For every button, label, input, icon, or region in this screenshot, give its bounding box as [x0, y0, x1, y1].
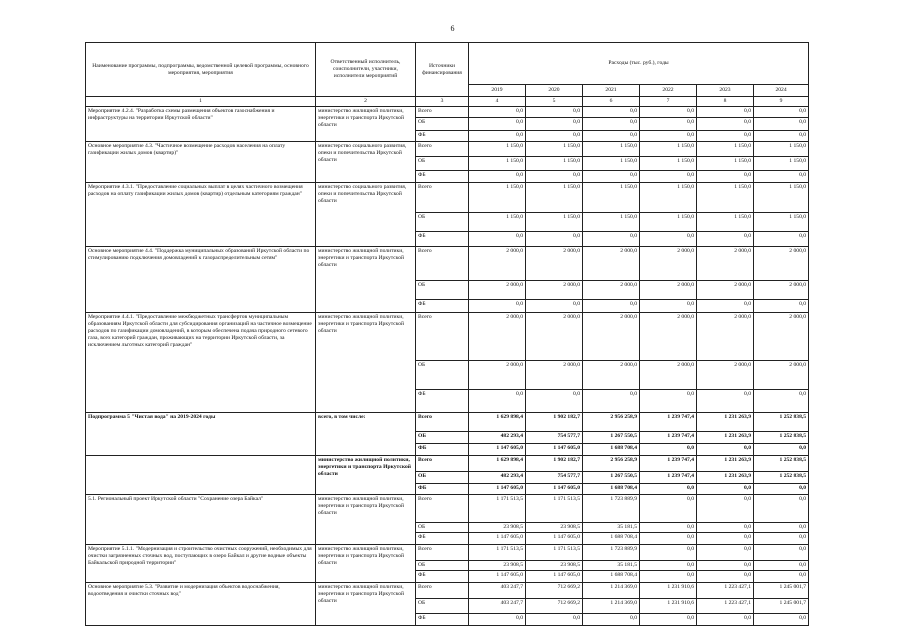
expense-value-cell: 2 000,0 — [469, 246, 526, 280]
expense-value-cell: 1 688 708,4 — [583, 483, 640, 494]
expense-value-cell: 1 688 708,4 — [583, 532, 640, 544]
expense-value-cell: 0,0 — [469, 389, 526, 412]
expense-value-cell: 0,0 — [754, 494, 809, 522]
expense-value-cell: 1 150,0 — [583, 212, 640, 231]
program-name-cell: Подпрограмма 5 "Чистая вода" на 2019-2024 годы — [86, 412, 316, 455]
expense-value-cell: 1 231 263,9 — [697, 455, 754, 471]
expense-value-cell: 1 629 898,4 — [469, 455, 526, 471]
expense-value-cell: 0,0 — [697, 494, 754, 522]
expense-value-cell: 1 150,0 — [697, 182, 754, 212]
funding-source-cell: ОБ — [416, 212, 469, 231]
expense-value-cell: 403 247,7 — [469, 598, 526, 613]
expense-value-cell: 0,0 — [526, 106, 583, 117]
expense-value-cell: 1 171 513,5 — [469, 544, 526, 560]
column-number: 2 — [316, 97, 416, 107]
funding-source-cell: ОБ — [416, 431, 469, 443]
expense-value-cell: 0,0 — [697, 560, 754, 570]
header-program: Наименование программы, подпрограммы, ведомственной целевой программы, основного мероприятия, мероприятия — [86, 43, 316, 97]
expense-value-cell: 0,0 — [754, 231, 809, 246]
expense-value-cell: 1 150,0 — [526, 156, 583, 170]
expense-value-cell: 35 181,5 — [583, 522, 640, 532]
expense-value-cell: 0,0 — [640, 532, 697, 544]
expense-value-cell: 0,0 — [526, 299, 583, 312]
expense-value-cell: 1 150,0 — [526, 182, 583, 212]
expense-value-cell: 0,0 — [754, 522, 809, 532]
expense-value-cell: 482 293,4 — [469, 471, 526, 483]
program-name-cell: Мероприятие 5.1.1. "Модернизация и строительство очистных сооружений, необходимых для очистки загрязненных сточных вод, поступающих в озеро Байкал и другие водные объекты Байкальской природной территории" — [86, 544, 316, 582]
expense-value-cell: 0,0 — [697, 570, 754, 582]
expense-value-cell: 23 908,5 — [526, 560, 583, 570]
expense-value-cell: 0,0 — [697, 443, 754, 455]
expense-value-cell: 1 147 605,0 — [469, 443, 526, 455]
expense-value-cell: 0,0 — [754, 106, 809, 117]
funding-source-cell: Всего — [416, 582, 469, 598]
funding-source-cell: ФБ — [416, 532, 469, 544]
column-number: 6 — [583, 97, 640, 107]
expense-value-cell: 2 000,0 — [583, 360, 640, 389]
program-name-cell: Мероприятие 4.2.4. "Разработка схемы размещения объектов газоснабжения и инфраструктуры на территории Иркутской области" — [86, 106, 316, 141]
expense-value-cell: 2 000,0 — [697, 280, 754, 299]
expense-value-cell: 1 245 001,7 — [754, 598, 809, 613]
expense-value-cell: 712 669,2 — [526, 582, 583, 598]
funding-source-cell: Всего — [416, 246, 469, 280]
funding-source-cell: ФБ — [416, 299, 469, 312]
header-year: 2024 — [754, 85, 809, 97]
expense-value-cell: 0,0 — [469, 117, 526, 130]
expense-value-cell: 1 171 513,5 — [526, 544, 583, 560]
expense-value-cell: 0,0 — [754, 117, 809, 130]
expense-value-cell: 2 000,0 — [583, 312, 640, 360]
expense-value-cell: 0,0 — [640, 570, 697, 582]
expense-value-cell: 1 150,0 — [583, 156, 640, 170]
expense-value-cell: 0,0 — [469, 170, 526, 182]
expense-value-cell: 1 629 898,4 — [469, 412, 526, 431]
expense-value-cell: 1 150,0 — [640, 182, 697, 212]
expense-value-cell: 1 150,0 — [640, 156, 697, 170]
expense-value-cell: 1 267 550,5 — [583, 471, 640, 483]
expense-value-cell: 2 000,0 — [640, 280, 697, 299]
expense-value-cell: 1 150,0 — [469, 182, 526, 212]
column-number: 5 — [526, 97, 583, 107]
header-year: 2019 — [469, 85, 526, 97]
header-year: 2022 — [640, 85, 697, 97]
expense-value-cell: 0,0 — [697, 613, 754, 625]
expense-value-cell: 2 000,0 — [526, 246, 583, 280]
program-name-cell: Основное мероприятие 4.3. "Частичное возмещение расходов населения на оплату газификации жилых домов (квартир)" — [86, 141, 316, 182]
expense-value-cell: 0,0 — [697, 544, 754, 560]
expense-value-cell: 0,0 — [469, 613, 526, 625]
header-sources: Источники финансирования — [416, 43, 469, 97]
expense-value-cell: 1 239 747,4 — [640, 431, 697, 443]
column-number: 1 — [86, 97, 316, 107]
expense-value-cell: 2 000,0 — [754, 360, 809, 389]
expense-value-cell: 1 150,0 — [583, 182, 640, 212]
expense-value-cell: 1 231 263,9 — [697, 471, 754, 483]
expense-value-cell: 23 908,5 — [526, 522, 583, 532]
executor-cell: министерство жилищной политики, энергетики и транспорта Иркутской области — [316, 455, 416, 494]
expense-value-cell: 0,0 — [526, 130, 583, 141]
executor-cell: министерство жилищной политики, энергетики и транспорта Иркутской области — [316, 544, 416, 582]
expense-value-cell: 0,0 — [640, 130, 697, 141]
expense-value-cell: 0,0 — [754, 544, 809, 560]
table-row — [86, 544, 809, 560]
expense-value-cell: 1 214 369,0 — [583, 582, 640, 598]
executor-cell: министерство жилищной политики, энергетики и транспорта Иркутской области — [316, 246, 416, 312]
funding-source-cell: ФБ — [416, 613, 469, 625]
column-number: 3 — [416, 97, 469, 107]
executor-cell: министерство социального развития, опеки и попечительства Иркутской области — [316, 141, 416, 182]
funding-source-cell: Всего — [416, 312, 469, 360]
executor-cell: министерство жилищной политики, энергетики и транспорта Иркутской области — [316, 494, 416, 544]
executor-cell: министерство жилищной политики, энергетики и транспорта Иркутской области — [316, 106, 416, 141]
expense-value-cell: 0,0 — [754, 483, 809, 494]
program-name-cell — [86, 455, 316, 494]
expense-value-cell: 1 171 513,5 — [469, 494, 526, 522]
expense-value-cell: 0,0 — [583, 117, 640, 130]
expense-value-cell: 482 293,4 — [469, 431, 526, 443]
column-number: 4 — [469, 97, 526, 107]
funding-source-cell: ОБ — [416, 522, 469, 532]
funding-source-cell: ФБ — [416, 483, 469, 494]
expense-value-cell: 1 214 369,0 — [583, 598, 640, 613]
expense-value-cell: 0,0 — [754, 170, 809, 182]
funding-source-cell: ФБ — [416, 570, 469, 582]
expense-value-cell: 0,0 — [526, 613, 583, 625]
expense-value-cell: 1 252 838,5 — [754, 431, 809, 443]
expense-value-cell: 0,0 — [640, 299, 697, 312]
funding-source-cell: ОБ — [416, 560, 469, 570]
expense-value-cell: 1 147 605,0 — [469, 532, 526, 544]
expense-value-cell: 0,0 — [583, 299, 640, 312]
expense-value-cell: 0,0 — [469, 130, 526, 141]
funding-source-cell: ОБ — [416, 117, 469, 130]
funding-source-cell: ОБ — [416, 156, 469, 170]
table-row — [86, 246, 809, 280]
executor-cell: министерство жилищной политики, энергетики и транспорта Иркутской области — [316, 312, 416, 412]
expense-value-cell: 2 000,0 — [640, 246, 697, 280]
expense-value-cell: 23 908,5 — [469, 560, 526, 570]
expense-value-cell: 0,0 — [754, 613, 809, 625]
expense-value-cell: 2 000,0 — [583, 280, 640, 299]
expense-value-cell: 1 223 427,1 — [697, 598, 754, 613]
program-name-cell: Основное мероприятие 5.3. "Развитие и модернизация объектов водоснабжения, водоотведения и очистки сточных вод" — [86, 582, 316, 625]
expense-value-cell: 0,0 — [469, 106, 526, 117]
expense-value-cell: 0,0 — [754, 532, 809, 544]
expense-value-cell: 2 000,0 — [583, 246, 640, 280]
expense-value-cell: 2 000,0 — [754, 246, 809, 280]
expense-value-cell: 0,0 — [640, 494, 697, 522]
expense-value-cell: 2 000,0 — [697, 360, 754, 389]
expense-value-cell: 0,0 — [697, 106, 754, 117]
expense-value-cell: 0,0 — [583, 106, 640, 117]
expense-value-cell: 1 252 838,5 — [754, 412, 809, 431]
expense-value-cell: 2 956 258,9 — [583, 412, 640, 431]
expense-value-cell: 1 231 910,6 — [640, 582, 697, 598]
expense-value-cell: 1 147 605,0 — [469, 483, 526, 494]
funding-source-cell: Всего — [416, 544, 469, 560]
expense-value-cell: 0,0 — [640, 170, 697, 182]
expense-value-cell: 1 267 550,5 — [583, 431, 640, 443]
expense-value-cell: 1 150,0 — [697, 141, 754, 156]
expense-value-cell: 2 000,0 — [469, 280, 526, 299]
expense-value-cell: 0,0 — [754, 570, 809, 582]
expense-value-cell: 0,0 — [640, 443, 697, 455]
program-name-cell: 5.1. Региональный проект Иркутской области "Сохранение озера Байкал" — [86, 494, 316, 544]
column-number: 7 — [640, 97, 697, 107]
page-number: 6 — [450, 24, 455, 33]
expense-value-cell: 0,0 — [697, 532, 754, 544]
expense-value-cell: 0,0 — [583, 613, 640, 625]
expense-value-cell: 1 231 263,9 — [697, 412, 754, 431]
funding-source-cell: Всего — [416, 106, 469, 117]
expense-value-cell: 1 688 708,4 — [583, 443, 640, 455]
expense-value-cell: 1 688 708,4 — [583, 570, 640, 582]
expense-value-cell: 0,0 — [583, 130, 640, 141]
expense-value-cell: 0,0 — [697, 483, 754, 494]
funding-source-cell: ОБ — [416, 471, 469, 483]
expense-value-cell: 1 147 605,0 — [526, 443, 583, 455]
header-year: 2020 — [526, 85, 583, 97]
expense-value-cell: 1 223 427,1 — [697, 582, 754, 598]
header-executor: Ответственный исполнитель, соисполнители, участники, исполнители мероприятий — [316, 43, 416, 97]
executor-cell: всего, в том числе: — [316, 412, 416, 455]
expense-value-cell: 1 147 605,0 — [526, 483, 583, 494]
expense-value-cell: 1 239 747,4 — [640, 471, 697, 483]
table-body — [86, 106, 809, 625]
expense-value-cell: 712 669,2 — [526, 598, 583, 613]
expense-value-cell: 0,0 — [640, 117, 697, 130]
expense-value-cell: 2 000,0 — [754, 280, 809, 299]
funding-source-cell: ФБ — [416, 231, 469, 246]
expense-value-cell: 0,0 — [526, 231, 583, 246]
expense-value-cell: 0,0 — [469, 299, 526, 312]
expense-value-cell: 0,0 — [640, 106, 697, 117]
expense-value-cell: 1 150,0 — [526, 141, 583, 156]
table-row — [86, 106, 809, 117]
header-year: 2023 — [697, 85, 754, 97]
expense-value-cell: 1 150,0 — [469, 212, 526, 231]
expense-value-cell: 1 147 605,0 — [526, 570, 583, 582]
expense-value-cell: 0,0 — [640, 522, 697, 532]
expense-value-cell: 1 245 001,7 — [754, 582, 809, 598]
header-year: 2021 — [583, 85, 640, 97]
expense-value-cell: 1 150,0 — [754, 141, 809, 156]
expense-value-cell: 0,0 — [697, 117, 754, 130]
funding-source-cell: ОБ — [416, 280, 469, 299]
funding-source-cell: Всего — [416, 182, 469, 212]
funding-source-cell: Всего — [416, 141, 469, 156]
expense-value-cell: 0,0 — [469, 231, 526, 246]
header-expenses: Расходы (тыс. руб.), годы — [469, 43, 809, 85]
table-row — [86, 455, 809, 471]
expense-value-cell: 1 150,0 — [640, 141, 697, 156]
program-name-cell: Основное мероприятие 4.4. "Поддержка муниципальных образований Иркутской области по стимулированию подключения домовладений к газораспределительным сетям" — [86, 246, 316, 312]
program-name-cell: Мероприятие 4.3.1. "Предоставление социальных выплат в целях частичного возмещения расходов на оплату газификации жилых домов (квартир) отдельным категориям граждан" — [86, 182, 316, 246]
expense-value-cell: 0,0 — [754, 560, 809, 570]
funding-source-cell: ФБ — [416, 170, 469, 182]
expense-value-cell: 0,0 — [526, 389, 583, 412]
expense-value-cell: 0,0 — [697, 130, 754, 141]
expense-value-cell: 2 000,0 — [640, 312, 697, 360]
funding-source-cell: Всего — [416, 455, 469, 471]
expense-value-cell: 1 150,0 — [754, 156, 809, 170]
expense-value-cell: 0,0 — [583, 389, 640, 412]
funding-source-cell: ОБ — [416, 598, 469, 613]
expense-value-cell: 0,0 — [583, 170, 640, 182]
expense-value-cell: 2 956 258,9 — [583, 455, 640, 471]
expense-value-cell: 2 000,0 — [526, 280, 583, 299]
expense-value-cell: 0,0 — [526, 170, 583, 182]
expense-value-cell: 2 000,0 — [469, 360, 526, 389]
expense-value-cell: 0,0 — [754, 443, 809, 455]
expense-value-cell: 0,0 — [640, 483, 697, 494]
expense-value-cell: 0,0 — [697, 299, 754, 312]
expense-value-cell: 1 150,0 — [469, 156, 526, 170]
program-name-cell: Мероприятие 4.4.1. "Предоставление межбюджетных трансфертов муниципальным образованиям Иркутской области для субсидирования организаций на частичное возмещение расходов по газификации домовладений, в которым обеспечена подача природного сетевого газа, всех категорий граждан, проживающих на территории Иркутской области, за исключением льготных категорий граждан" — [86, 312, 316, 412]
expense-value-cell: 0,0 — [754, 389, 809, 412]
expense-value-cell: 35 181,5 — [583, 560, 640, 570]
table-row — [86, 312, 809, 360]
expense-value-cell: 403 247,7 — [469, 582, 526, 598]
expense-value-cell: 0,0 — [526, 117, 583, 130]
expense-value-cell: 1 239 747,4 — [640, 455, 697, 471]
expense-value-cell: 1 147 605,0 — [469, 570, 526, 582]
table-row — [86, 494, 809, 522]
expense-value-cell: 0,0 — [697, 170, 754, 182]
expense-value-cell: 0,0 — [697, 389, 754, 412]
column-number: 9 — [754, 97, 809, 107]
expense-value-cell: 2 000,0 — [526, 312, 583, 360]
expense-value-cell: 1 147 605,0 — [526, 532, 583, 544]
budget-table — [85, 42, 809, 626]
expense-value-cell: 2 000,0 — [640, 360, 697, 389]
expense-value-cell: 2 000,0 — [469, 312, 526, 360]
column-number: 8 — [697, 97, 754, 107]
expense-value-cell: 1 150,0 — [697, 156, 754, 170]
expense-value-cell: 2 000,0 — [754, 312, 809, 360]
expense-value-cell: 754 577,7 — [526, 471, 583, 483]
executor-cell: министерство социального развития, опеки и попечительства Иркутской области — [316, 182, 416, 246]
table-row — [86, 182, 809, 212]
expense-value-cell: 0,0 — [754, 130, 809, 141]
expense-value-cell: 0,0 — [640, 544, 697, 560]
expense-value-cell: 1 902 182,7 — [526, 455, 583, 471]
executor-cell: министерство жилищной политики, энергетики и транспорта Иркутской области — [316, 582, 416, 625]
expense-value-cell: 1 902 182,7 — [526, 412, 583, 431]
expense-value-cell: 0,0 — [697, 231, 754, 246]
funding-source-cell: Всего — [416, 494, 469, 522]
funding-source-cell: Всего — [416, 412, 469, 431]
expense-value-cell: 1 150,0 — [469, 141, 526, 156]
table-row — [86, 412, 809, 431]
expense-value-cell: 0,0 — [640, 231, 697, 246]
expense-value-cell: 1 150,0 — [754, 212, 809, 231]
expense-value-cell: 0,0 — [640, 613, 697, 625]
expense-value-cell: 23 908,5 — [469, 522, 526, 532]
expense-value-cell: 1 723 889,9 — [583, 494, 640, 522]
expense-value-cell: 1 252 838,5 — [754, 471, 809, 483]
expense-value-cell: 0,0 — [640, 560, 697, 570]
funding-source-cell: ФБ — [416, 443, 469, 455]
expense-value-cell: 1 150,0 — [583, 141, 640, 156]
expense-value-cell: 0,0 — [640, 389, 697, 412]
expense-value-cell: 1 150,0 — [526, 212, 583, 231]
table-row — [86, 141, 809, 156]
expense-value-cell: 1 150,0 — [697, 212, 754, 231]
expense-value-cell: 0,0 — [583, 231, 640, 246]
funding-source-cell: ФБ — [416, 389, 469, 412]
expense-value-cell: 1 723 889,9 — [583, 544, 640, 560]
expense-value-cell: 754 577,7 — [526, 431, 583, 443]
expense-value-cell: 2 000,0 — [697, 312, 754, 360]
expense-value-cell: 2 000,0 — [697, 246, 754, 280]
expense-value-cell: 1 231 910,6 — [640, 598, 697, 613]
expense-value-cell: 0,0 — [754, 299, 809, 312]
expense-value-cell: 1 231 263,9 — [697, 431, 754, 443]
expense-value-cell: 1 252 838,5 — [754, 455, 809, 471]
expense-value-cell: 1 239 747,4 — [640, 412, 697, 431]
expense-value-cell: 0,0 — [697, 522, 754, 532]
expense-value-cell: 1 171 513,5 — [526, 494, 583, 522]
expense-value-cell: 2 000,0 — [526, 360, 583, 389]
table-row — [86, 582, 809, 598]
funding-source-cell: ОБ — [416, 360, 469, 389]
expense-value-cell: 1 150,0 — [640, 212, 697, 231]
funding-source-cell: ФБ — [416, 130, 469, 141]
expense-value-cell: 1 150,0 — [754, 182, 809, 212]
